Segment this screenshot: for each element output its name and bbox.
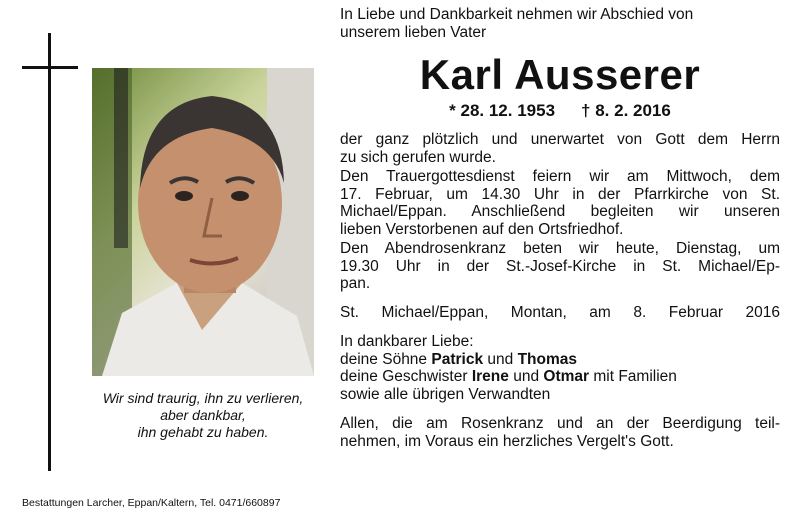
deceased-name: Karl Ausserer — [419, 51, 701, 98]
text-line: der ganz plötzlich und unerwartet von Gott dem Herrn — [340, 131, 780, 148]
cross-icon-vertical — [48, 33, 51, 471]
sons-prefix: deine Söhne — [340, 350, 428, 368]
relatives-line: sowie alle übrigen Verwandten — [340, 385, 551, 403]
and-word: und — [513, 368, 540, 385]
quote-line: aber dankbar, — [160, 407, 246, 423]
funeral-home-footer: Bestattungen Larcher, Eppan/Kaltern, Tel. 0471/660897 — [22, 497, 281, 509]
text-line: Allen, die am Rosenkranz und an der Beerdigung teil- — [340, 415, 780, 432]
rosary-text — [340, 240, 780, 293]
quote — [80, 390, 326, 441]
text-line: Den Abendrosenkranz beten wir heute, Dienstag, um — [340, 240, 780, 257]
mourners — [340, 333, 780, 403]
passing-text — [340, 131, 780, 166]
funeral-text — [340, 168, 780, 238]
portrait-photo — [92, 68, 314, 376]
text-line: Michael/Eppan. Anschließend begleiten wir unseren — [340, 203, 780, 220]
life-dates — [340, 101, 780, 121]
quote-line: ihn gehabt zu haben. — [137, 424, 269, 440]
quote-line: Wir sind traurig, ihn zu verlieren, — [102, 390, 304, 406]
text-line: 19.30 Uhr in der St.-Josef-Kirche in St. Michael/Ep- — [340, 257, 780, 275]
siblings-prefix: deine Geschwister — [340, 368, 468, 385]
place-date: St. Michael/Eppan, Montan, am 8. Februar 2016 — [340, 303, 780, 321]
sibling-name: Otmar — [543, 368, 590, 385]
intro-line: unserem lieben Vater — [340, 23, 487, 41]
son-name: Thomas — [517, 350, 578, 368]
thanks-text — [340, 415, 780, 450]
portrait-illustration — [92, 68, 314, 376]
obituary-text — [340, 6, 780, 450]
intro-line: In Liebe und Dankbarkeit nehmen wir Abschied von — [340, 6, 694, 23]
siblings-line — [340, 368, 780, 386]
text-line: lieben Verstorbenen auf den Ortsfriedhof. — [340, 220, 624, 238]
death-date: † 8. 2. 2016 — [581, 101, 671, 120]
text-line: zu sich gerufen wurde. — [340, 148, 496, 166]
text-line: pan. — [340, 275, 371, 292]
sibling-name: Irene — [471, 368, 509, 385]
cross-icon-horizontal — [22, 66, 78, 69]
text-line: 17. Februar, um 14.30 Uhr in der Pfarrkirche von St. — [340, 185, 780, 203]
mourners-intro: In dankbarer Liebe: — [340, 333, 474, 350]
and-word: und — [487, 350, 514, 368]
text-line: nehmen, im Voraus ein herzliches Vergelt's Gott. — [340, 432, 674, 450]
text-line: Den Trauergottesdienst feiern wir am Mittwoch, dem — [340, 168, 780, 185]
birth-date: * 28. 12. 1953 — [449, 101, 556, 120]
son-name: Patrick — [431, 350, 484, 368]
sons-line — [340, 351, 780, 369]
siblings-suffix: mit Familien — [593, 368, 677, 385]
